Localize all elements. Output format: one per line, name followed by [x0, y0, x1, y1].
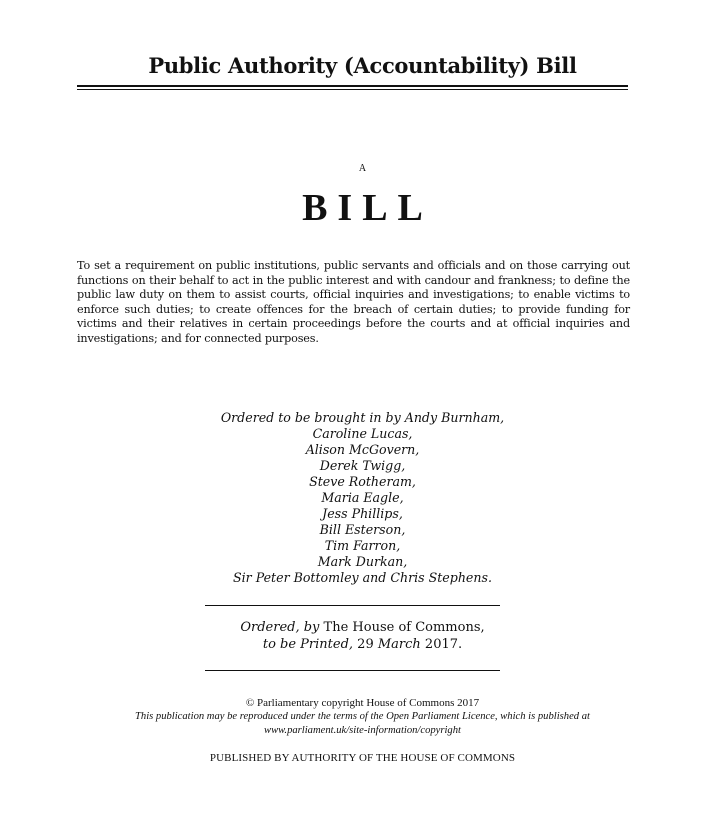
sponsor-line: Jess Phillips,: [322, 506, 403, 521]
sponsor-line: Alison McGovern,: [305, 442, 420, 457]
sponsor-line: Ordered to be brought in by Andy Burnham,: [220, 410, 505, 425]
house-name: The House of Commons,: [319, 620, 485, 635]
sponsor-line: Maria Eagle,: [321, 490, 404, 505]
licence-notice: [0, 710, 725, 738]
ordered-by-text: Ordered, by: [240, 620, 320, 635]
divider-top: [205, 605, 500, 606]
title-rule-thin: [77, 89, 628, 90]
licence-url: www.parliament.uk/site-information/copyright: [264, 725, 461, 736]
sponsor-line: Tim Farron,: [324, 538, 401, 553]
bill-title: Public Authority (Accountability) Bill: [148, 53, 577, 78]
article-label: A: [358, 163, 367, 174]
sponsor-line: Derek Twigg,: [319, 458, 406, 473]
print-month: March: [377, 637, 421, 652]
sponsor-line: Sir Peter Bottomley and Chris Stephens.: [233, 570, 492, 585]
ordered-to-be-printed: [0, 619, 725, 653]
ordered-line-1: [0, 619, 725, 636]
bill-heading: BILL: [302, 187, 433, 229]
print-year: 2017.: [420, 637, 463, 652]
ordered-line-2: [0, 636, 725, 653]
sponsors-list: [0, 410, 725, 586]
copyright-notice: © Parliamentary copyright House of Commons 2017: [245, 697, 480, 709]
print-day: 29: [353, 637, 378, 652]
title-rule-thick: [77, 85, 628, 87]
sponsor-line: Caroline Lucas,: [312, 426, 413, 441]
published-by: PUBLISHED BY AUTHORITY OF THE HOUSE OF COMMONS: [209, 752, 516, 764]
sponsor-line: Steve Rotheram,: [309, 474, 416, 489]
sponsor-line: Mark Durkan,: [317, 554, 408, 569]
sponsor-line: Bill Esterson,: [319, 522, 406, 537]
long-title-purpose: To set a requirement on public institutions, public servants and officials and on those carrying out functions on their behalf to act in the public interest and with candour and frankness; to define the public law duty on them to assist courts, official inquiries and investigations; to enable victims to enforce such duties; to create offences for the breach of certain duties; to provide funding for victims and their relatives in certain proceedings before the courts and at official inquiries and investigations; and for connected purposes.: [77, 259, 630, 345]
printed-text: to be Printed,: [262, 637, 354, 652]
divider-bottom: [205, 670, 500, 671]
licence-line: This publication may be reproduced under the terms of the Open Parliament Licence, which is published at: [135, 711, 590, 722]
